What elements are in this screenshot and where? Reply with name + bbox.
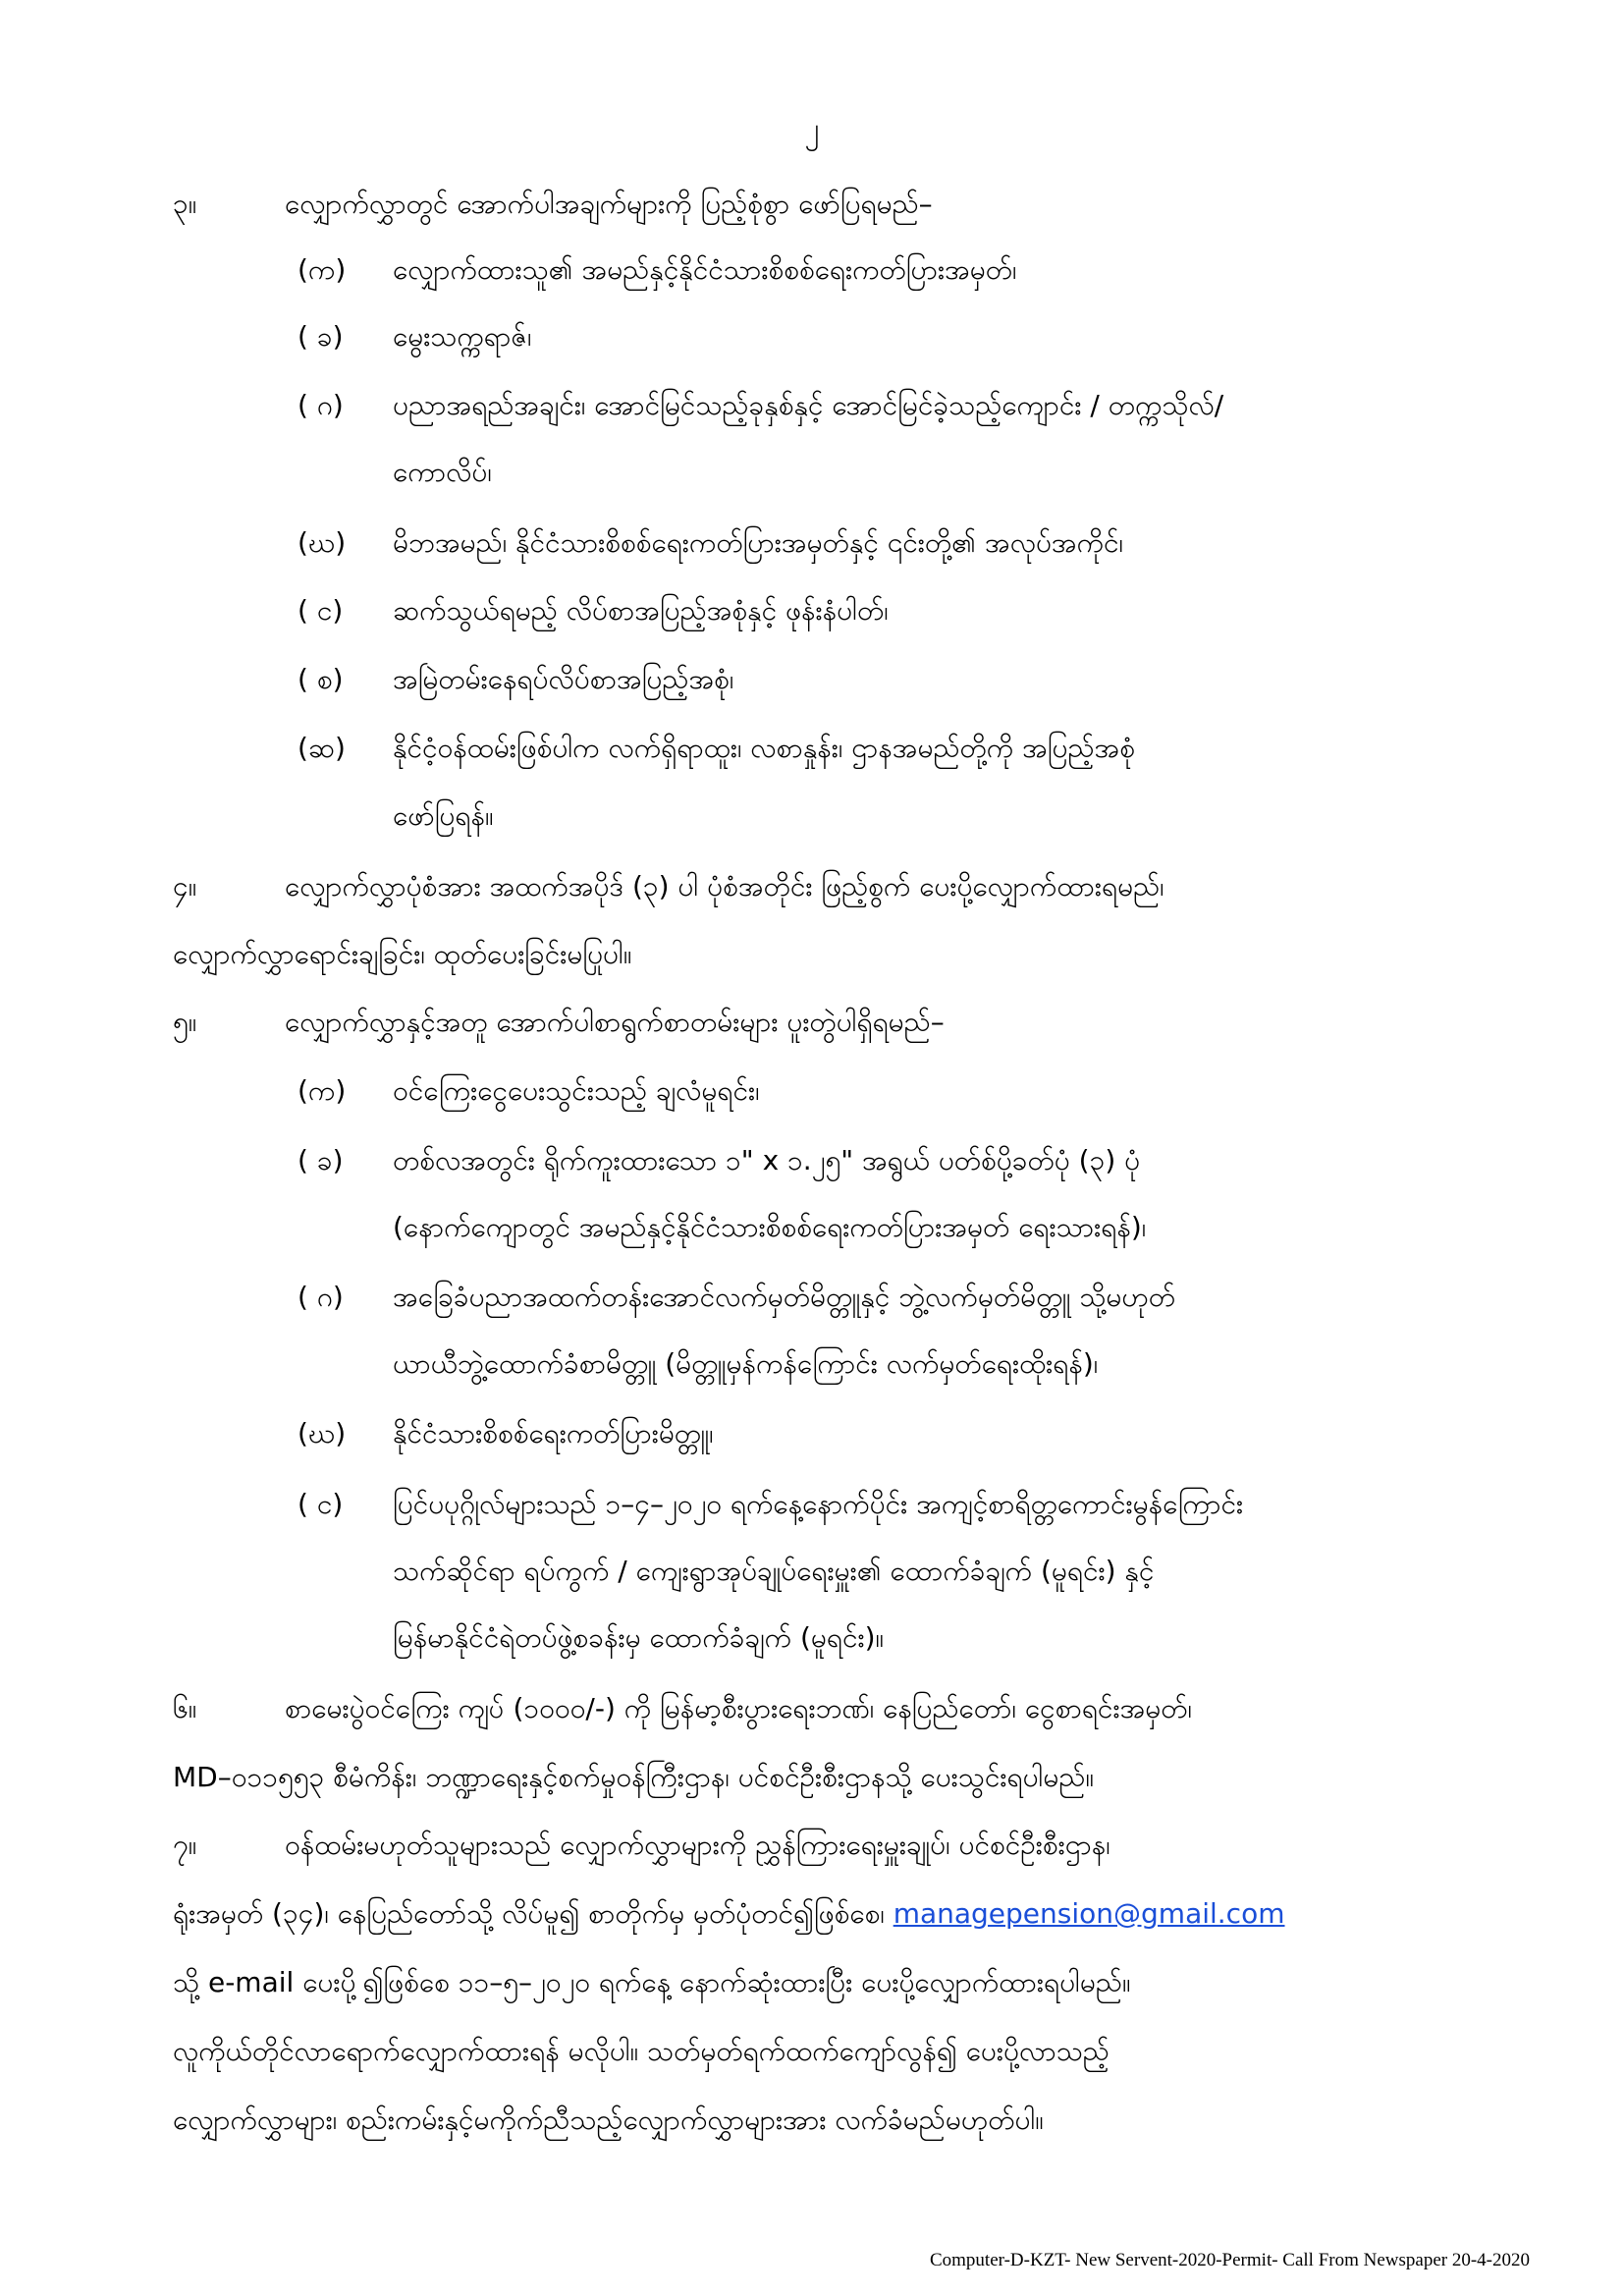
para4-text: လျှောက်လွှာရောင်းချခြင်း၊ ထုတ်ပေးခြင်းမပြုပါ။: [173, 938, 632, 970]
para5-item-label: (ဃ): [298, 1417, 347, 1449]
para7-text: ဝန်ထမ်းမဟုတ်သူများသည် လျှောက်လွှာများကို ညွှန်ကြားရေးမှူးချုပ်၊ ပင်စင်ဦးစီးဌာန၊: [285, 1829, 1110, 1861]
footer-file-reference: Computer-D-KZT- New Servent-2020-Permit- Call From Newspaper 20-4-2020: [929, 2250, 1530, 2270]
email-link[interactable]: managepension@gmail.com: [893, 1897, 1285, 1930]
page-number: ၂: [804, 112, 820, 146]
para5-item-text: ယာယီဘွဲ့ထောက်ခံစာမိတ္တူ (မိတ္တူမှန်ကန်ကြောင်း လက်မှတ်ရေးထိုးရန်)၊: [393, 1347, 1099, 1380]
para7-number: ၇။: [173, 1829, 197, 1861]
para7-text: သို့ e-mail ပေးပို့၍ဖြစ်စေ ၁၁–၅–၂၀၂၀ ရက်နေ့ နောက်ဆုံးထားပြီး ပေးပို့လျှောက်ထားရပါမည်။: [173, 1966, 1131, 1998]
para3-item-text: ကောလိပ်၊: [393, 456, 492, 488]
para5-item-label: (က): [298, 1074, 347, 1107]
para3-item-label: (ဆ): [298, 732, 346, 764]
para3-item-label: ( စ): [298, 663, 344, 695]
para3-item-text: မွေးသက္ကရာဇ်၊: [393, 320, 532, 353]
para3-item-text: မိဘအမည်၊ နိုင်ငံသားစိစစ်ရေးကတ်ပြားအမှတ်နှင့် ၎င်းတို့၏ အလုပ်အကိုင်၊: [393, 526, 1123, 559]
para6-text: စာမေးပွဲဝင်ကြေး ကျပ် (၁၀၀၀/-) ကို မြန်မာ့စီးပွားရေးဘဏ်၊ နေပြည်တော်၊ ငွေစာရင်းအမှတ်၊: [285, 1692, 1192, 1724]
para5-number: ၅။: [173, 1006, 197, 1038]
para5-item-text: မြန်မာနိုင်ငံရဲတပ်ဖွဲ့စခန်းမှ ထောက်ခံချက် (မူရင်း)။: [393, 1621, 884, 1654]
para5-item-text: အခြေခံပညာအထက်တန်းအောင်လက်မှတ်မိတ္တူနှင့် ဘွဲ့လက်မှတ်မိတ္တူ သို့မဟုတ်: [393, 1281, 1176, 1313]
para3-item-label: (က): [298, 253, 347, 286]
para3-item-text: ဆက်သွယ်ရမည့် လိပ်စာအပြည့်အစုံနှင့် ဖုန်းနံပါတ်၊: [393, 594, 889, 627]
para3-text: လျှောက်လွှာတွင် အောက်ပါအချက်များကို ပြည့်စုံစွာ ဖော်ပြရမည်–: [285, 188, 933, 220]
para3-number: ၃။: [173, 188, 197, 220]
para5-item-text: ပြင်ပပုဂ္ဂိုလ်များသည် ၁–၄–၂၀၂၀ ရက်နေ့နောက်ပိုင်း အကျင့်စာရိတ္တကောင်းမွန်ကြောင်း: [393, 1488, 1244, 1520]
para3-item-text: လျှောက်ထားသူ၏ အမည်နှင့်နိုင်ငံသားစိစစ်ရေးကတ်ပြားအမှတ်၊: [393, 253, 1017, 286]
para5-item-text: ဝင်ကြေးငွေပေးသွင်းသည့် ချလံမူရင်း၊: [393, 1074, 760, 1107]
para3-item-label: (ဃ): [298, 526, 347, 559]
para7-text: ရုံးအမှတ် (၃၄)၊ နေပြည်တော်သို့ လိပ်မူ၍ စာတိုက်မှ မှတ်ပုံတင်၍ဖြစ်စေ၊: [173, 1897, 893, 1930]
para3-item-label: ( ဂ): [298, 389, 344, 421]
para4-number: ၄။: [173, 870, 197, 902]
para3-item-text: ပညာအရည်အချင်း၊ အောင်မြင်သည့်ခုနှစ်နှင့် အောင်မြင်ခဲ့သည့်ကျောင်း / တက္ကသိုလ်/: [393, 389, 1224, 421]
para3-item-label: ( င): [298, 594, 344, 627]
para7-text-with-email: [173, 1894, 1284, 1934]
para7-text: လျှောက်လွှာများ၊ စည်းကမ်းနှင့်မကိုက်ညီသည့်လျှောက်လွှာများအား လက်ခံမည်မဟုတ်ပါ။: [173, 2104, 1044, 2136]
para6-text: MD–၀၁၁၅၅၃ စီမံကိန်း၊ ဘဏ္ဍာရေးနှင့်စက်မှုဝန်ကြီးဌာန၊ ပင်စင်ဦးစီးဌာနသို့ ပေးသွင်းရပါမည်။: [173, 1761, 1094, 1793]
para3-item-text: ဖော်ပြရန်။: [393, 799, 494, 832]
para5-item-label: ( ခ): [298, 1144, 344, 1176]
para5-item-label: ( င): [298, 1488, 344, 1520]
para5-text: လျှောက်လွှာနှင့်အတူ အောက်ပါစာရွက်စာတမ်းများ ပူးတွဲပါရှိရမည်–: [285, 1006, 945, 1038]
para5-item-text: (နောက်ကျောတွင် အမည်နှင့်နိုင်ငံသားစိစစ်ရေးကတ်ပြားအမှတ် ရေးသားရန်)၊: [393, 1211, 1147, 1243]
para6-number: ၆။: [173, 1692, 197, 1724]
para5-item-text: နိုင်ငံသားစိစစ်ရေးကတ်ပြားမိတ္တူ၊: [393, 1417, 714, 1449]
para5-item-label: ( ဂ): [298, 1281, 344, 1313]
para3-item-text: အမြဲတမ်းနေရပ်လိပ်စာအပြည့်အစုံ၊: [393, 663, 734, 695]
para3-item-text: နိုင်ငံ့ဝန်ထမ်းဖြစ်ပါက လက်ရှိရာထူး၊ လစာနှုန်း၊ ဌာနအမည်တို့ကို အပြည့်အစုံ: [393, 732, 1135, 764]
para5-item-text: တစ်လအတွင်း ရိုက်ကူးထားသော ၁" x ၁.၂၅" အရွယ် ပတ်စ်ပို့ခတ်ပုံ (၃) ပုံ: [393, 1144, 1141, 1176]
para7-text: လူကိုယ်တိုင်လာရောက်လျှောက်ထားရန် မလိုပါ။ သတ်မှတ်ရက်ထက်ကျော်လွန်၍ ပေးပို့လာသည့်: [173, 2035, 1110, 2067]
para5-item-text: သက်ဆိုင်ရာ ရပ်ကွက် / ကျေးရွာအုပ်ချုပ်ရေးမှူး၏ ထောက်ခံချက် (မူရင်း) နှင့်: [393, 1555, 1155, 1587]
para4-text: လျှောက်လွှာပုံစံအား အထက်အပိုဒ် (၃) ပါ ပုံစံအတိုင်း ဖြည့်စွက် ပေးပို့လျှောက်ထားရမည်၊: [285, 870, 1164, 902]
para3-item-label: ( ခ): [298, 320, 344, 353]
